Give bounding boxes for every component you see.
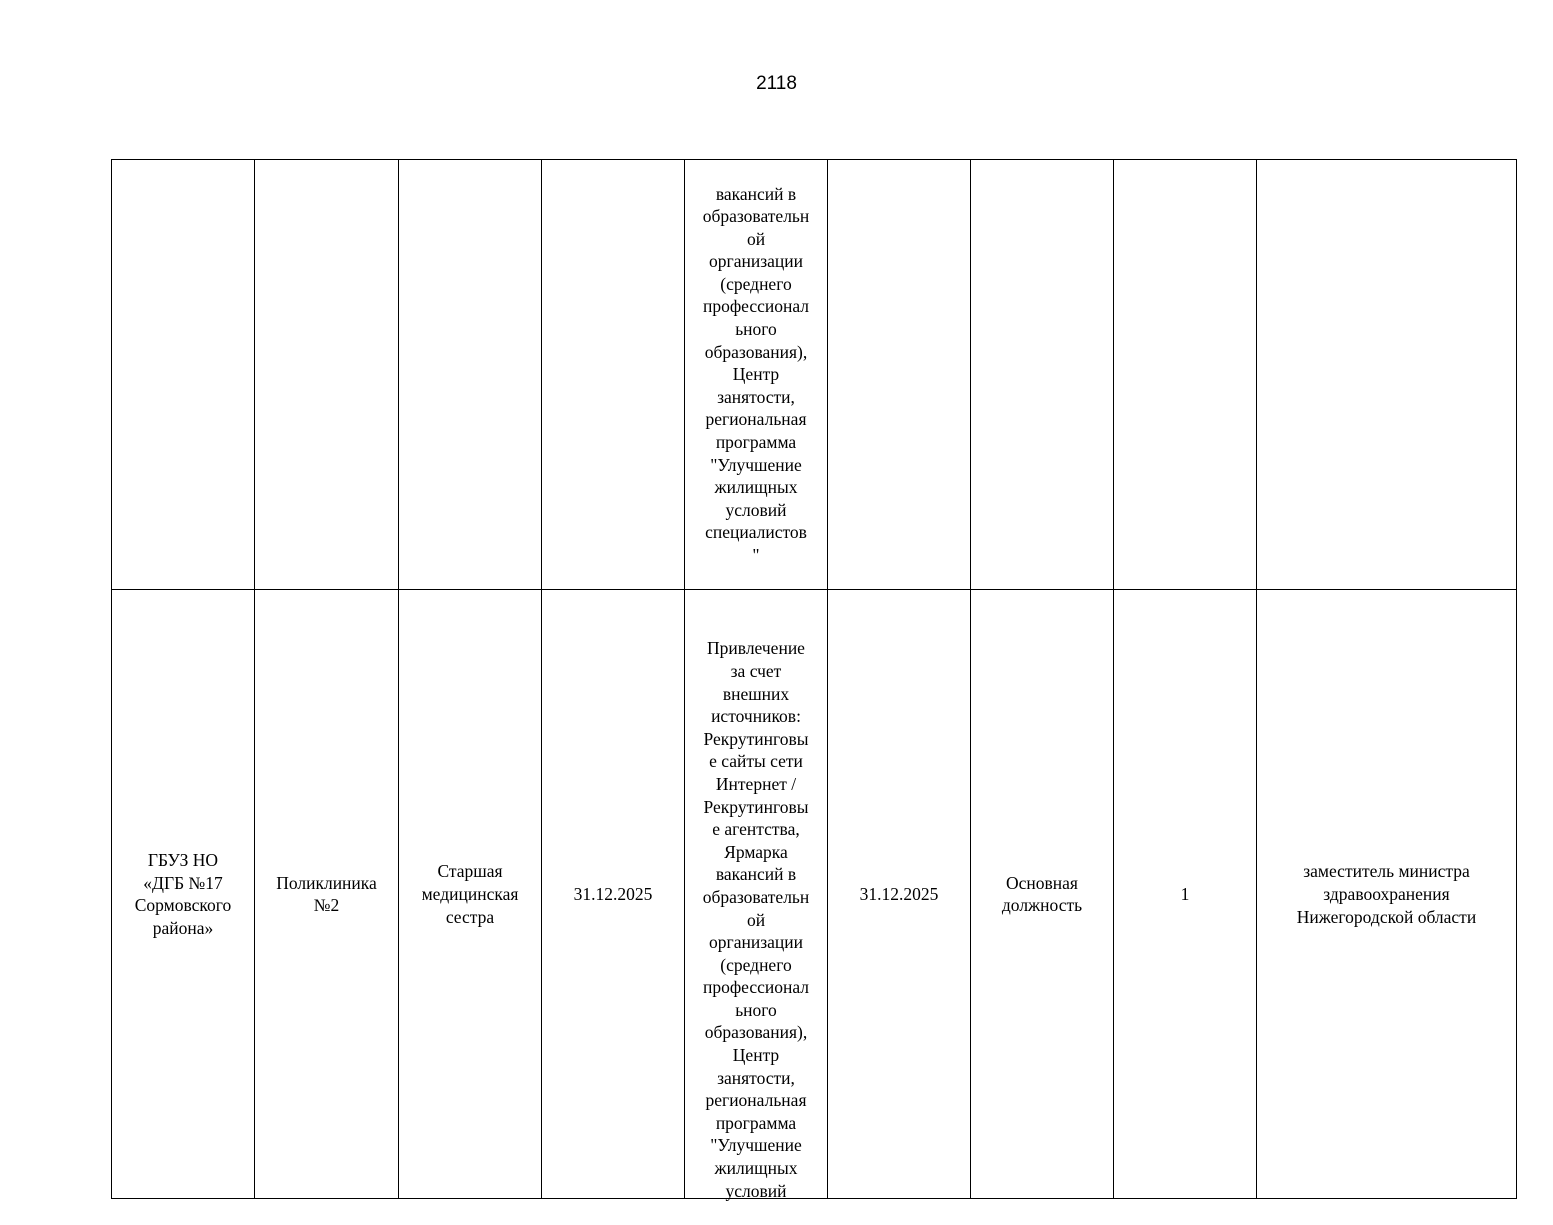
employment-type-cell: Основная должность bbox=[971, 590, 1114, 1199]
vacancy-table bbox=[111, 159, 1517, 1199]
measures-text-clip bbox=[687, 613, 825, 1201]
table-cell bbox=[542, 160, 685, 590]
table-cell bbox=[255, 160, 399, 590]
responsible-cell: заместитель министра здравоохранения Нижегородской области bbox=[1257, 590, 1517, 1199]
measures-text-clip bbox=[687, 183, 825, 567]
table-cell bbox=[112, 160, 255, 590]
measures-cell bbox=[685, 590, 828, 1199]
table-row bbox=[112, 160, 1517, 590]
table-cell bbox=[828, 160, 971, 590]
position-cell: Старшая медицинская сестра bbox=[399, 590, 542, 1199]
organization-cell: ГБУЗ НО «ДГБ №17 Сормовского района» bbox=[112, 590, 255, 1199]
table-row bbox=[112, 590, 1517, 1199]
table-cell bbox=[399, 160, 542, 590]
date-cell: 31.12.2025 bbox=[828, 590, 971, 1199]
table-cell bbox=[1114, 160, 1257, 590]
table-cell bbox=[971, 160, 1114, 590]
date-cell: 31.12.2025 bbox=[542, 590, 685, 1199]
measures-cell-continued bbox=[685, 160, 828, 590]
quantity-cell: 1 bbox=[1114, 590, 1257, 1199]
measures-text: Привлечение за счет внешних источников: Рекрутинговы е сайты сети Интернет / Рекрутинговы е агентства, Ярмарка вакансий в образовательн ой организации (среднего профессионал ьного образования), Центр занятости, региональная программа "Улучшение жилищных условий bbox=[702, 638, 810, 1201]
page-number: 2118 bbox=[756, 73, 797, 94]
measures-text-continued: вакансий в образовательн ой организации (среднего профессионал ьного образования), Центр занятости, региональная программа "Улучшение жилищных условий специалистов " bbox=[702, 183, 810, 565]
subdivision-cell: Поликлиника №2 bbox=[255, 590, 399, 1199]
table-cell bbox=[1257, 160, 1517, 590]
